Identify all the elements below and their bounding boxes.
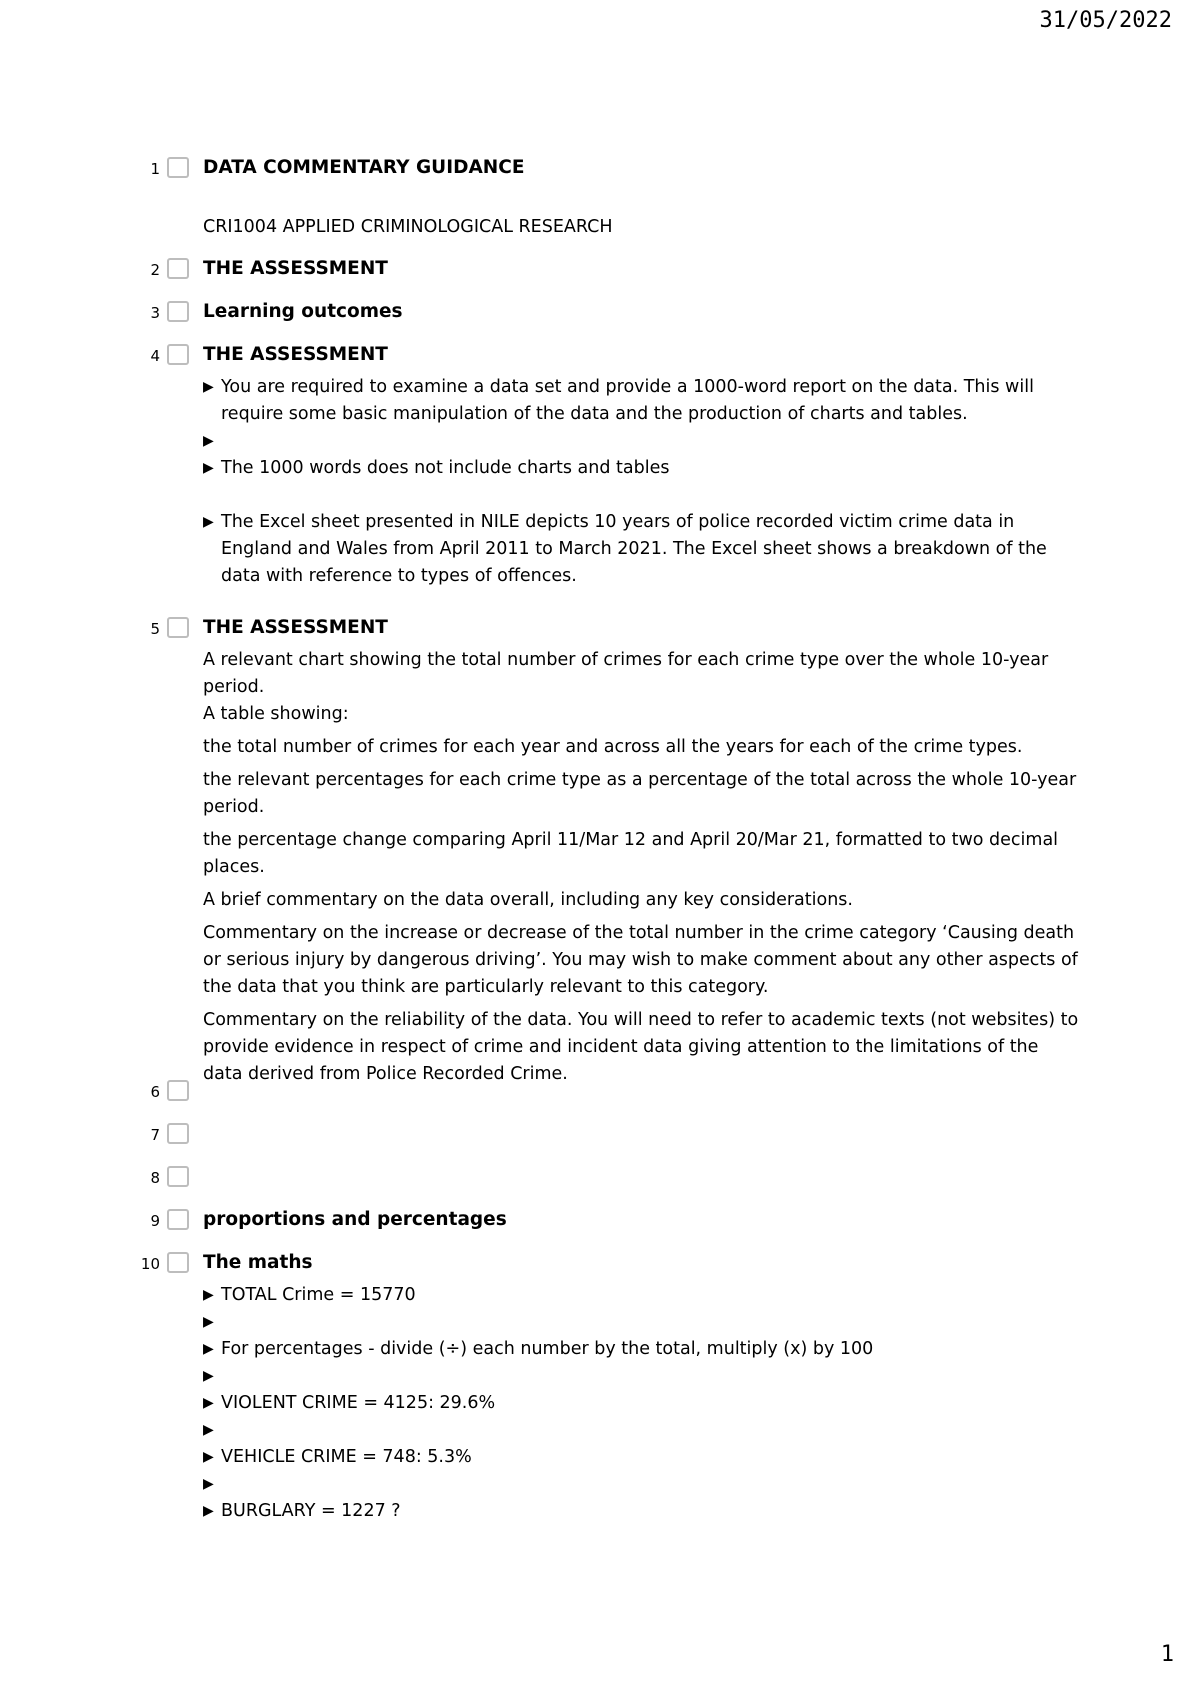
- slide-body: [203, 647, 1083, 1088]
- checkbox-icon[interactable]: [167, 1252, 189, 1273]
- paragraph: Commentary on the increase or decrease of the total number in the crime category ‘Causing death or serious injury by dangerous driving’. You may wish to make comment about any other aspects of the data that you think are particularly relevant to this category.: [203, 923, 1078, 997]
- triangle-right-icon: ▶: [203, 1341, 214, 1357]
- paragraph: A relevant chart showing the total number of crimes for each crime type over the whole 10-year period.: [203, 650, 1049, 697]
- checkbox-icon[interactable]: [167, 258, 189, 279]
- page-date: 31/05/2022: [1039, 8, 1172, 33]
- checkbox-icon[interactable]: [167, 301, 189, 322]
- slide-number: 8: [150, 1169, 160, 1187]
- bullet-item: [203, 1390, 1083, 1417]
- paragraph: the relevant percentages for each crime type as a percentage of the total across the whole 10-year period.: [203, 770, 1077, 817]
- bullet-item: [203, 1444, 1083, 1471]
- triangle-right-icon: ▶: [203, 379, 214, 395]
- slide-number: 5: [150, 620, 160, 638]
- triangle-right-icon: ▶: [203, 1287, 214, 1303]
- bullet-text: [221, 1363, 1083, 1390]
- triangle-right-icon: ▶: [203, 1314, 214, 1330]
- bullet-item: [203, 1498, 1083, 1525]
- bullet-item: [203, 428, 1083, 455]
- slide-number: 10: [140, 1255, 160, 1273]
- triangle-right-icon: ▶: [203, 433, 214, 449]
- bullet-text: You are required to examine a data set and provide a 1000-word report on the data. This will require some basic manipulation of the data and the production of charts and tables.: [221, 377, 1034, 424]
- slide-title: DATA COMMENTARY GUIDANCE: [203, 157, 525, 178]
- checkbox-icon[interactable]: [167, 1209, 189, 1230]
- paragraph: the total number of crimes for each year and across all the years for each of the crime types.: [203, 737, 1023, 757]
- slide-number: 2: [150, 261, 160, 279]
- slide-number: 1: [150, 160, 160, 178]
- bullet-item: [203, 374, 1083, 428]
- bullet-text: The 1000 words does not include charts and tables: [221, 458, 670, 478]
- bullet-item: [203, 455, 1083, 482]
- slide-number: 9: [150, 1212, 160, 1230]
- triangle-right-icon: ▶: [203, 1395, 214, 1411]
- bullet-text: [221, 428, 1083, 455]
- slide-title: THE ASSESSMENT: [203, 617, 388, 638]
- paragraph: A table showing:: [203, 704, 349, 724]
- slide-subtitle: CRI1004 APPLIED CRIMINOLOGICAL RESEARCH: [203, 217, 613, 237]
- bullet-text: VIOLENT CRIME = 4125: 29.6%: [221, 1393, 496, 1413]
- triangle-right-icon: ▶: [203, 514, 214, 530]
- checkbox-icon[interactable]: [167, 344, 189, 365]
- slide-number: 3: [150, 304, 160, 322]
- bullet-item: [203, 509, 1083, 590]
- triangle-right-icon: ▶: [203, 1476, 214, 1492]
- bullet-text: VEHICLE CRIME = 748: 5.3%: [221, 1447, 472, 1467]
- bullet-item: [203, 1282, 1083, 1309]
- page-number: 1: [1160, 1642, 1174, 1667]
- triangle-right-icon: ▶: [203, 1449, 214, 1465]
- checkbox-icon[interactable]: [167, 617, 189, 638]
- bullet-item: [203, 1336, 1083, 1363]
- bullet-text: TOTAL Crime = 15770: [221, 1285, 416, 1305]
- triangle-right-icon: ▶: [203, 460, 214, 476]
- paragraph: the percentage change comparing April 11/Mar 12 and April 20/Mar 21, formatted to two decimal places.: [203, 830, 1059, 877]
- bullet-text: The Excel sheet presented in NILE depicts 10 years of police recorded victim crime data in England and Wales from April 2011 to March 2021. The Excel sheet shows a breakdown of the data with reference to types of offences.: [221, 512, 1047, 586]
- bullet-item: [203, 1417, 1083, 1444]
- checkbox-icon[interactable]: [167, 1080, 189, 1101]
- slide-number: 4: [150, 347, 160, 365]
- bullet-text: [221, 1309, 1083, 1336]
- slide-title: proportions and percentages: [203, 1209, 507, 1230]
- bullet-text: For percentages - divide (÷) each number by the total, multiply (x) by 100: [221, 1339, 874, 1359]
- triangle-right-icon: ▶: [203, 1368, 214, 1384]
- bullet-text: [221, 1471, 1083, 1498]
- checkbox-icon[interactable]: [167, 1123, 189, 1144]
- triangle-right-icon: ▶: [203, 1503, 214, 1519]
- slide-title: THE ASSESSMENT: [203, 258, 388, 279]
- slide-body: [203, 1282, 1083, 1525]
- slide-title: THE ASSESSMENT: [203, 344, 388, 365]
- slide-title: Learning outcomes: [203, 301, 403, 322]
- slide-number: 7: [150, 1126, 160, 1144]
- checkbox-icon[interactable]: [167, 157, 189, 178]
- bullet-text: [221, 1417, 1083, 1444]
- bullet-text: BURGLARY = 1227 ?: [221, 1501, 401, 1521]
- triangle-right-icon: ▶: [203, 1422, 214, 1438]
- slide-title: The maths: [203, 1252, 313, 1273]
- bullet-item: [203, 1309, 1083, 1336]
- paragraph: Commentary on the reliability of the data. You will need to refer to academic texts (not websites) to provide evidence in respect of crime and incident data giving attention to the limitations of the data derived from Police Recorded Crime.: [203, 1010, 1079, 1084]
- slide-number: 6: [150, 1083, 160, 1101]
- checkbox-icon[interactable]: [167, 1166, 189, 1187]
- slide-body: [203, 374, 1083, 590]
- bullet-item: [203, 1363, 1083, 1390]
- bullet-item: [203, 1471, 1083, 1498]
- paragraph: A brief commentary on the data overall, including any key considerations.: [203, 890, 853, 910]
